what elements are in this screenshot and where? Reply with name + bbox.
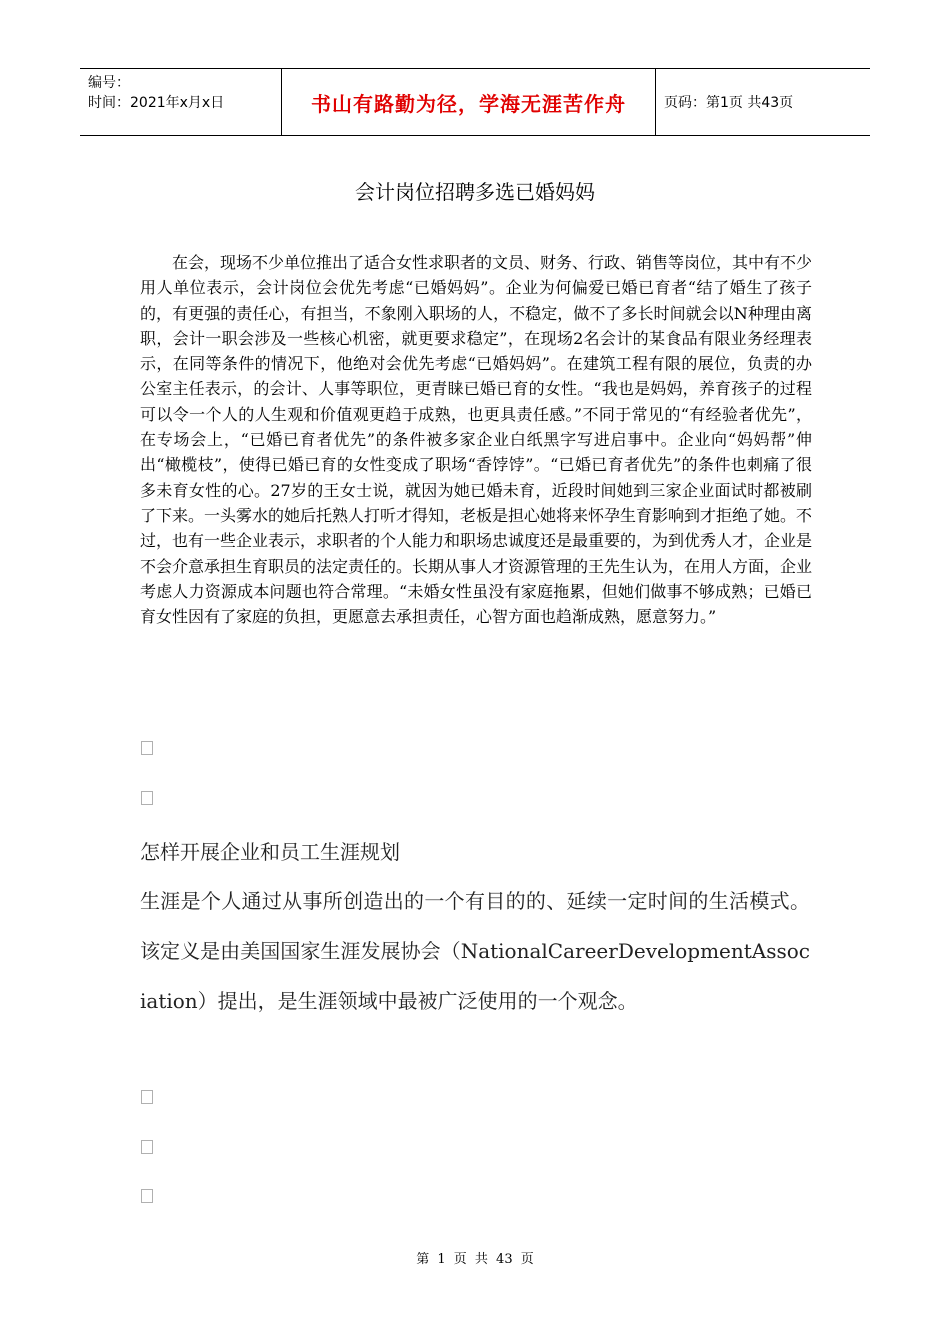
document-time-label: 时间：2021年x月x日 (88, 95, 225, 111)
placeholder-box-icon (141, 791, 153, 805)
document-number-label: 编号： (88, 75, 130, 91)
header-meta-cell (80, 69, 281, 135)
placeholder-box-icon (141, 1189, 153, 1203)
placeholder-box-icon (141, 1090, 153, 1104)
page-header-table (80, 68, 870, 136)
header-page-info: 页码：第1页 共43页 (664, 95, 794, 111)
placeholder-box-icon (141, 741, 153, 755)
page-footer: 第 1 页 共 43 页 (416, 1252, 534, 1267)
article-body-paragraph: 在会，现场不少单位推出了适合女性求职者的文员、财务、行政、销售等岗位，其中有不少用人单位表示，会计岗位会优先考虑“已婚妈妈”。企业为何偏爱已婚已育者“结了婚生了孩子的，有更强的责任心，有担当，不象刚入职场的人，不稳定，做不了多长时间就会以N种理由离职，会计一职会涉及一些核心机密，就更要求稳定”，在现场2名会计的某食品有限业务经理表示，在同等条件的情况下，他绝对会优先考虑“已婚妈妈”。在建筑工程有限的展位，负责的办公室主任表示，的会计、人事等职位，更青睐已婚已育的女性。“我也是妈妈，养育孩子的过程可以令一个人的人生观和价值观更趋于成熟，也更具责任感。”不同于常见的“有经验者优先”，在专场会上，“已婚已育者优先”的条件被多家企业白纸黑字写进启事中。企业向“妈妈帮”伸出“橄榄枝”，使得已婚已育的女性变成了职场“香饽饽”。“已婚已育者优先”的条件也刺痛了很多未育女性的心。27岁的王女士说，就因为她已婚未育，近段时间她到三家企业面试时都被刷了下来。一头雾水的她后托熟人打听才得知，老板是担心她将来怀孕生育影响到才拒绝了她。不过，也有一些企业表示，求职者的个人能力和职场忠诚度还是最重要的，为到优秀人才，企业是不会介意承担生育职员的法定责任的。长期从事人才资源管理的王先生认为，在用人方面，企业考虑人力资源成本问题也符合常理。“未婚女性虽没有家庭拖累，但她们做事不够成熟；已婚已育女性因有了家庭的负担，更愿意去承担责任，心智方面也趋渐成熟，愿意努力。” (140, 253, 813, 627)
placeholder-box-icon (141, 1140, 153, 1154)
section-paragraph: 生涯是个人通过从事所创造出的一个有目的的、延续一定时间的生活模式。该定义是由美国国家生涯发展协会（NationalCareerDevelopmentAssociation）提出，是生涯领域中最被广泛使用的一个观念。 (140, 889, 810, 1013)
section-title: 怎样开展企业和员工生涯规划 (140, 840, 400, 864)
document-title: 会计岗位招聘多选已婚妈妈 (355, 180, 595, 204)
header-motto: 书山有路勤为径，学海无涯苦作舟 (281, 69, 656, 135)
